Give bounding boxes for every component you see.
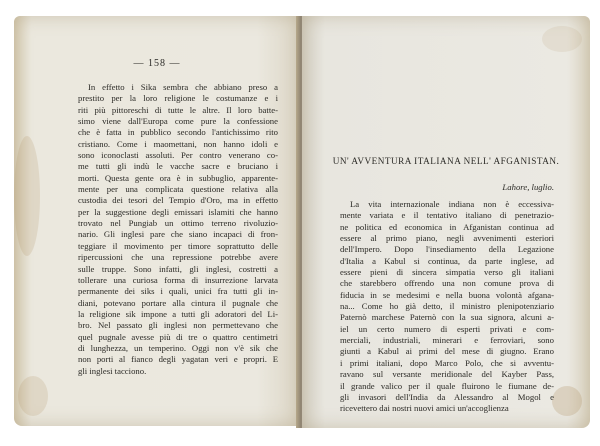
text-line: me tutti gli indù le vacche sacre e bruciano i — [78, 161, 278, 172]
text-line: tollerare una curiosa forma di insurrezione larvata — [78, 274, 278, 285]
chapter-title: UN' AVVENTURA ITALIANA NELL' AFGANISTAN. — [332, 156, 560, 166]
text-line: d'Italia a Kabul si continua, da parte inglese, ad — [340, 255, 554, 266]
page-stain — [542, 26, 582, 52]
dateline: Lahore, luglio. — [502, 182, 554, 192]
text-line: riti più pittoreschi di tutte le altre. Il loro batte- — [78, 104, 278, 115]
text-line: ravano sul versante meridionale del Kayber Pass, — [340, 369, 554, 380]
text-line: sono iconoclasti assoluti. Per contro venerano co- — [78, 150, 278, 161]
text-line: il grande valico per il quale fluirono le fiumane de- — [340, 380, 554, 391]
text-line: prestito per la loro religione le costumanze e i — [78, 93, 278, 104]
text-line: essere al primo piano, negli avvenimenti esteriori — [340, 233, 554, 244]
text-line: iel un certo numero di esperti privati e com- — [340, 323, 554, 334]
text-line: dell'Impero. Dopo l'insediamento della Legazione — [340, 244, 554, 255]
text-line: morti. Questa gente ora è in subbuglio, apparente- — [78, 172, 278, 183]
right-page — [302, 16, 590, 428]
text-line: ripercussioni che una repressione potrebbe avere — [78, 252, 278, 263]
text-line: gli inglesi tacciono. — [78, 365, 147, 376]
text-line: per la suggestione degli emissari islamiti che hanno — [78, 206, 278, 217]
text-line: Paternò marchese Paternò con la sua signora, alcuni a- — [340, 312, 554, 323]
text-line: na... Come ho già detto, il ministro plenipotenziario — [340, 301, 554, 312]
page-number: — 158 — — [133, 58, 181, 69]
text-line: sulle truppe. Sono infatti, gli inglesi, costretti a — [78, 263, 278, 274]
text-line: ricevettero dai nostri nuovi amici un'accoglienza — [340, 403, 509, 414]
text-line: mente variata e il tentativo italiano di penetrazio- — [340, 210, 554, 221]
text-line: ne politica ed economica in Afganistan continua ad — [340, 221, 554, 232]
text-line: merciali, industriali, minerari e ferroviari, sono — [340, 335, 554, 346]
text-line: In effetto i Sikа sembra che abbiano preso a — [88, 82, 278, 92]
left-page-text — [78, 82, 278, 377]
text-line: trovato nel Pungiab un ottimo terreno rivoluzio- — [78, 218, 278, 229]
text-line: La vita internazionale indiana non è eccessiva- — [350, 199, 554, 209]
text-line: teggiare il movimento per timore soprattutto delle — [78, 240, 278, 251]
text-line: che è fatta in pubblico secondo l'antichissimo rito — [78, 127, 278, 138]
page-stain — [14, 136, 40, 256]
text-line: quel pugnale avesse più di tre o quattro centimetri — [78, 331, 278, 342]
text-line: di lunghezza, un temperino. Oggi non v'è sik che — [78, 342, 278, 353]
text-line: permanente dei siks i quali, unici fra tutti gli in- — [78, 286, 278, 297]
text-line: fiducia in se medesimi e nella buona volontà afgana- — [340, 289, 554, 300]
text-line: cristiano. Come i maomettani, non hanno idoli e — [78, 138, 278, 149]
text-line: custodia dei tesori del Tempio d'Oro, ma in effetto — [78, 195, 278, 206]
left-page — [14, 16, 300, 426]
text-line: essere pieni di sincera simpatia verso gli italiani — [340, 267, 554, 278]
text-line: nario. Gli inglesi pare che siano incapaci di fron- — [78, 229, 278, 240]
right-page-text — [340, 199, 554, 415]
text-line: non porti al fianco degli yagatan veri e propri. E — [78, 354, 278, 365]
text-line: bro. Nel passato gli inglesi non permettevano che — [78, 320, 278, 331]
text-line: la religione sik impone a tutti gli adoratori del Li- — [78, 308, 278, 319]
text-line: simo viene dall'Europa come pure la confessione — [78, 116, 278, 127]
page-stain — [552, 386, 582, 416]
text-line: gli invasori dell'India da Alessandro al Mogol e — [340, 391, 554, 402]
page-stain — [18, 376, 48, 416]
text-line: giunti a Kabul ai primi del mese di giugno. Erano — [340, 346, 554, 357]
text-line: diani, potevano portare alla cintura il pugnale che — [78, 297, 278, 308]
text-line: che starebbero offrendo una non comune prova di — [340, 278, 554, 289]
text-line: mente per una complicata questione relativa alla — [78, 184, 278, 195]
text-line: i primi italiani, dopo Marco Polo, che si avventu- — [340, 357, 554, 368]
